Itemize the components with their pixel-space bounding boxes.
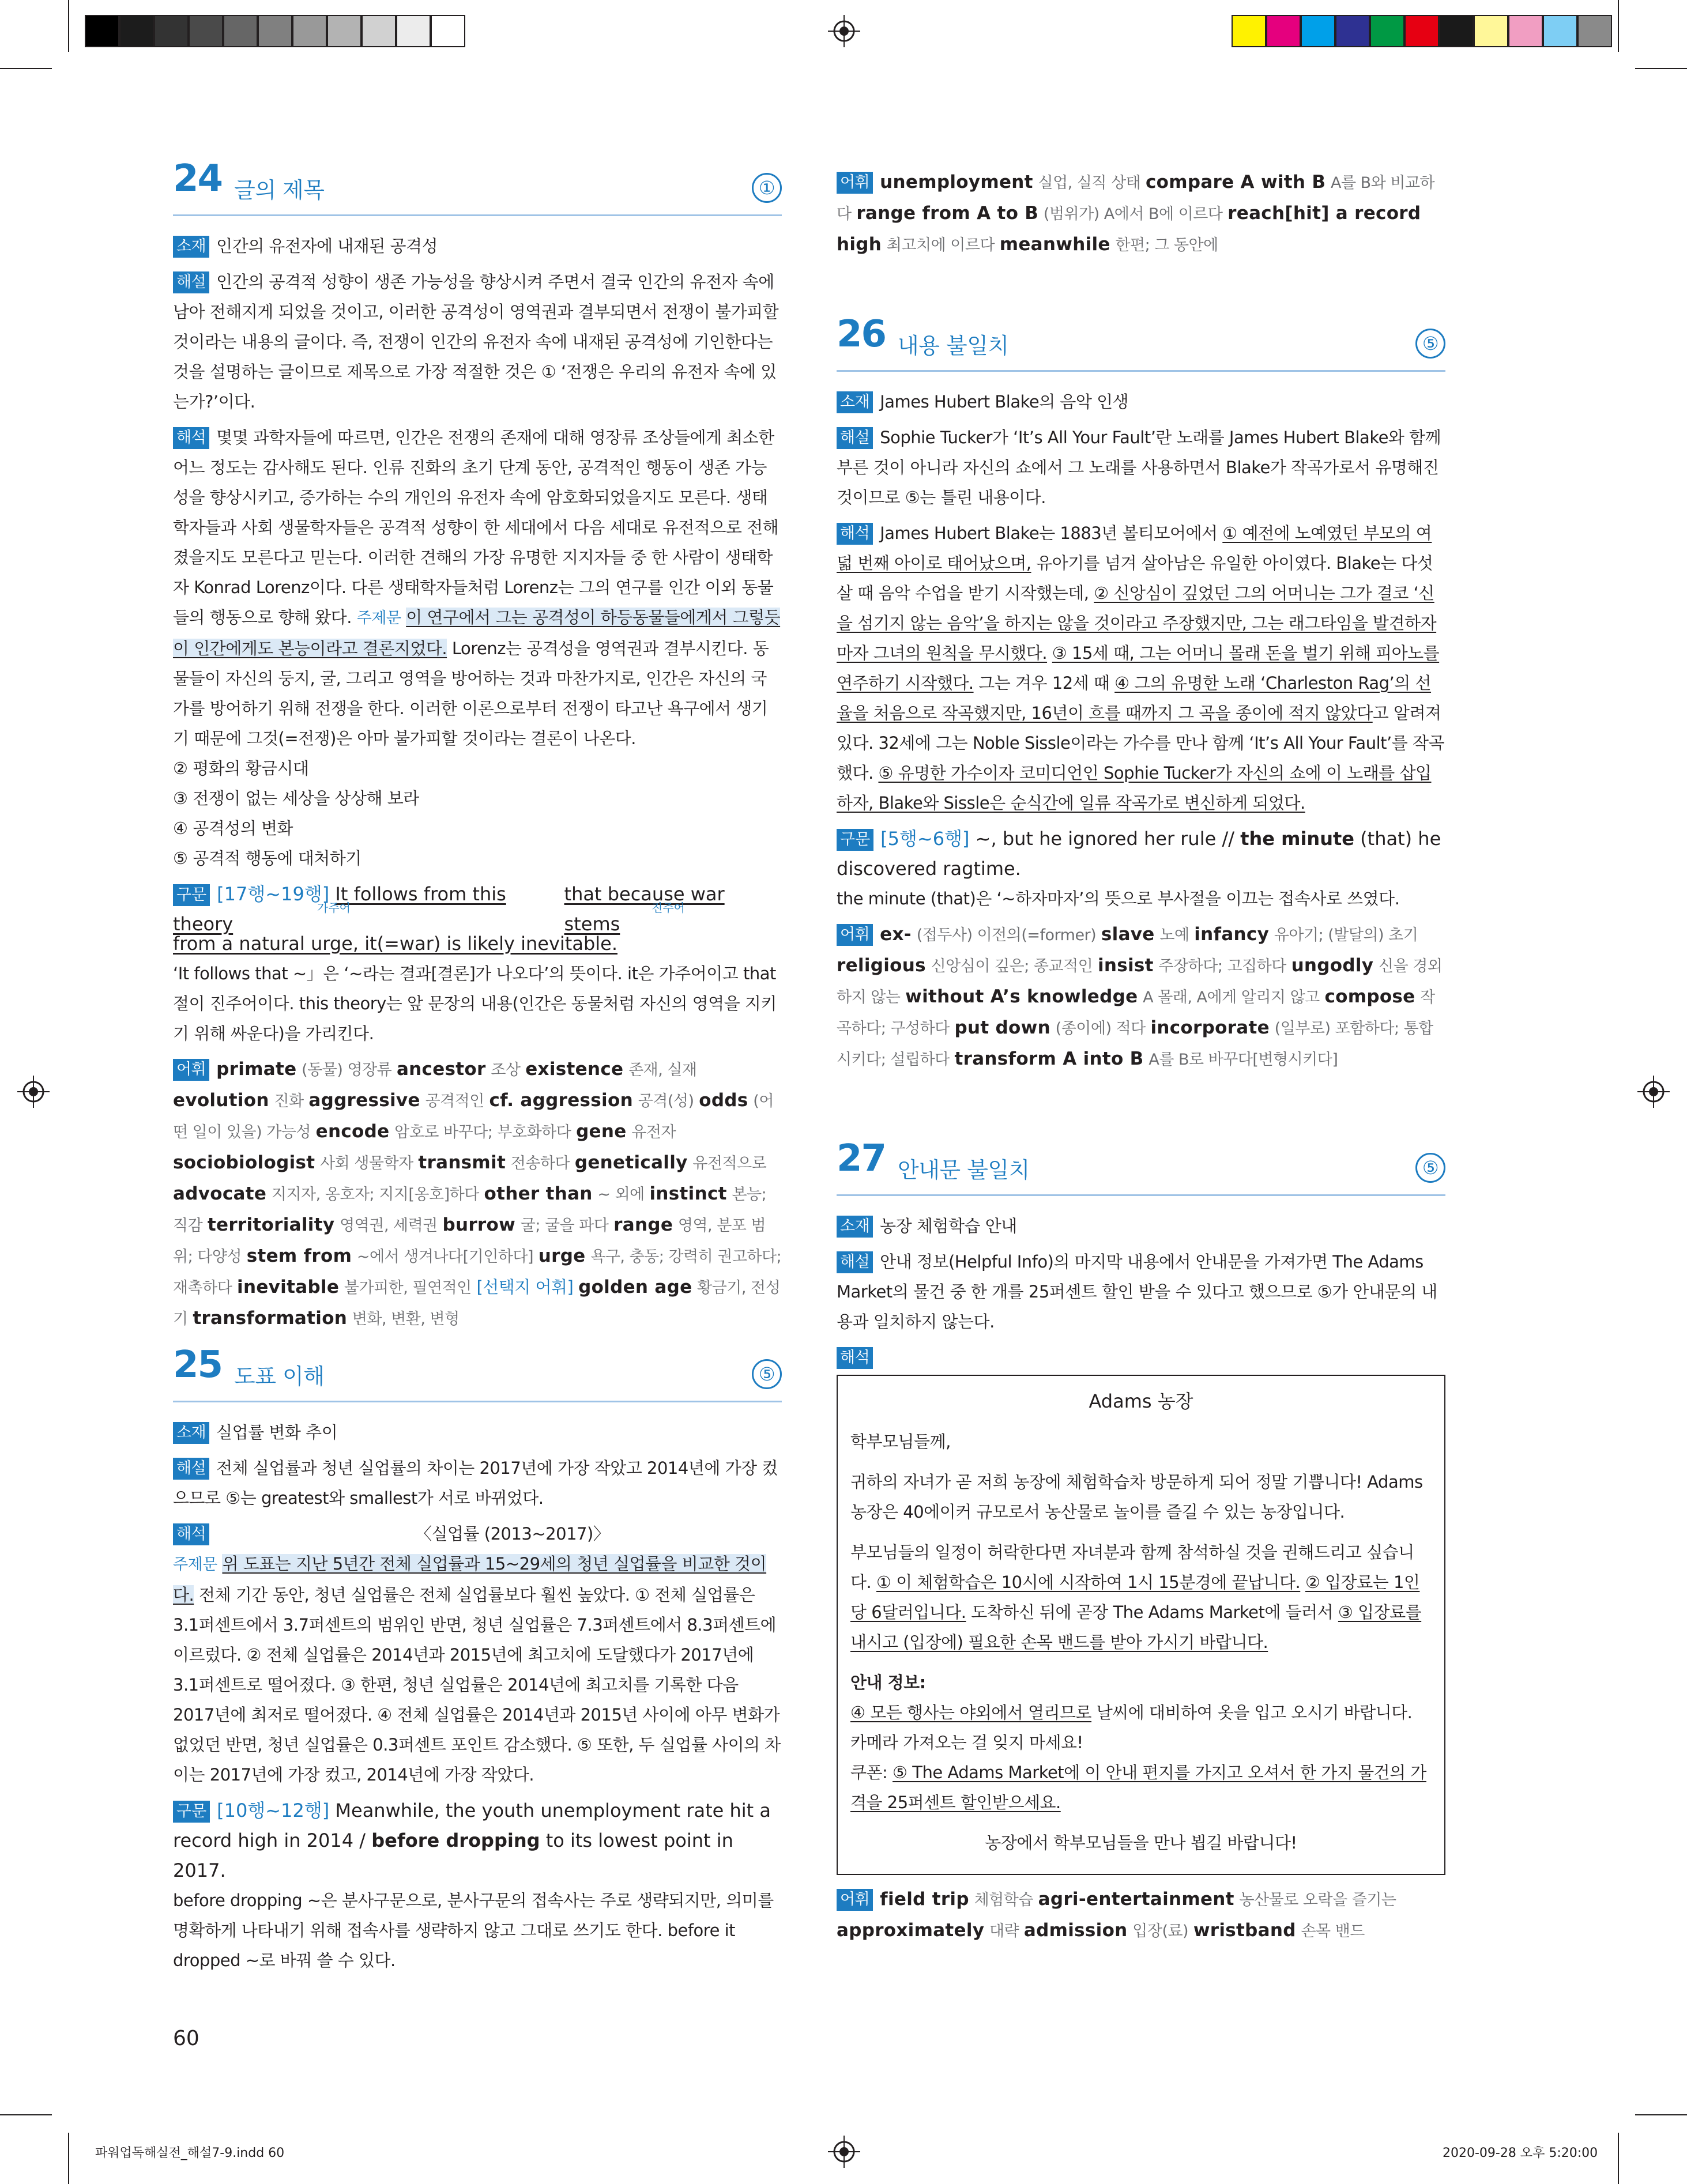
- vocab-gloss: 대략: [989, 1922, 1019, 1940]
- vocab-word: ungodly: [1291, 955, 1374, 976]
- haeseok-text: 몇몇 과학자들에 따르면, 인간은 전쟁의 존재에 대해 영장류 조상들에게 최소한 어느 정도는 감사해도 된다. 인류 진화의 초기 단계 동안, 공격적인 행동이 생존 가능성을 향상시키고, 증가하는 수의 개인의 유전자 속에 암호화되었을지도 모른다. 생태학자들과 사회 생물학자들은 공격적 성향이 한 세대에서 다음 세대로 유전적으로 전해졌을지도 모른다고 믿는다. 이러한 견해의 가장 유명한 지지자들 중 한 사람이 생태학자 Konrad Lorenz이다. 다른 생태학자들처럼 Lorenz는 그의 연구를 인간 이외 동물들의 행동으로 향해 왔다.: [173, 428, 779, 627]
- vocab-word: other than: [484, 1183, 593, 1204]
- vocab-gloss: 유전자: [631, 1123, 676, 1141]
- eohwi-tag: 어휘: [837, 172, 873, 194]
- haeseol-text: 인간의 공격적 성향이 생존 가능성을 향상시켜 주면서 결국 인간의 유전자 속에 남아 전해지게 되었을 것이고, 이러한 공격성이 영역권과 결부되면서 전쟁이 불가피할 것이라는 내용의 글이다. 즉, 전쟁이 인간의 유전자 속에 내재된 공격성에 기인한다는 것을 설명하는 글이므로 제목으로 가장 적절한 것은 ① ‘전쟁은 우리의 유전자 속에 있는가?’이다.: [173, 272, 779, 412]
- vocab-gloss: 노예: [1159, 926, 1189, 944]
- section-24: [173, 157, 782, 1334]
- vocab-gloss: 한편; 그 동안에: [1115, 236, 1218, 254]
- vocab-gloss: (접두사) 이전의(=former): [916, 926, 1097, 944]
- vocab-word: aggressive: [308, 1090, 420, 1111]
- haeseol-text: Sophie Tucker가 ‘It’s All Your Fault’란 노래를 James Hubert Blake와 함께 부른 것이 아니라 자신의 쇼에서 그 노래를 사용하면서 Blake가 작곡가로서 유명해진 것이므로 ⑤는 틀린 내용이다.: [837, 428, 1441, 507]
- vocab-gloss: 영역권, 세력권: [340, 1217, 438, 1235]
- gumun-lines: [10행~12행]: [217, 1800, 330, 1821]
- vocab-gloss: 유전적으로: [692, 1155, 767, 1172]
- vocab-word: religious: [837, 955, 926, 976]
- vocab-word: without A’s knowledge: [905, 986, 1138, 1007]
- haeseol-text: 전체 실업률과 청년 실업률의 차이는 2017년에 가장 작았고 2014년에 가장 컸으므로 ⑤는 greatest와 smallest가 서로 바뀌었다.: [173, 1458, 778, 1508]
- crop-mark: [68, 0, 69, 52]
- vocab-gloss: 공격(성): [638, 1092, 694, 1110]
- vocab-word: transform A into B: [954, 1048, 1144, 1069]
- vocab-word: cf. aggression: [489, 1090, 633, 1111]
- section-title: 안내문 불일치: [898, 1157, 1030, 1183]
- haeseok-text: 그는 겨우 12세 때: [973, 673, 1115, 693]
- vocab-word: approximately: [837, 1920, 985, 1941]
- vocab-list: [173, 1054, 782, 1334]
- vocab-word: compose: [1324, 986, 1415, 1007]
- gumun-tag: 구문: [837, 829, 873, 851]
- gumun-sentence-cont: from a natural urge, it(=war) is likely inevitable.: [173, 933, 618, 955]
- vocab-list: [837, 1884, 1445, 1947]
- choice-item: ④ 공격성의 변화: [173, 818, 293, 838]
- vocab-gloss: 지지자, 옹호자; 지지[옹호]하다: [271, 1186, 479, 1204]
- vocab-word: burrow: [442, 1214, 516, 1235]
- haeseok-text: 유아기를 넘겨 살아남은 유일한 아이였다. Blake는 다섯 살 때 음악 수업을 받기 시작했는데,: [837, 553, 1433, 603]
- section-header: [837, 313, 1445, 372]
- notice-text: 카메라 가져오는 걸 잊지 마세요!: [850, 1733, 1083, 1752]
- color-swatch: [154, 15, 189, 47]
- underlined-choice: ① 이 체험학습은 10시에 시작하여 1시 15분경에 끝납니다.: [876, 1572, 1301, 1592]
- notice-text: [1300, 1572, 1305, 1592]
- vocab-list: [837, 919, 1445, 1075]
- section-number: 27: [837, 1137, 886, 1180]
- vocab-gloss: 농산물로 오락을 즐기는: [1239, 1891, 1396, 1909]
- vocab-gloss: 사회 생물학자: [320, 1155, 413, 1172]
- color-swatch: [1266, 15, 1301, 47]
- vocab-word: field trip: [880, 1889, 969, 1910]
- gumun-explanation: ‘It follows that ~」은 ‘~라는 결과[결론]가 나오다’의 뜻이다. it은 가주어이고 that절이 진주어이다. this theory는 앞 문장의 내용(인간은 동물처럼 자신의 영역을 지키기 위해 싸운다)을 가리킨다.: [173, 964, 777, 1043]
- vocab-word: range: [613, 1214, 673, 1235]
- underlined-choice: ⑤ 유명한 가수이자 코미디언인 Sophie Tucker가 자신의 쇼에 이 노래를 삽입하자, Blake와 Sissle은 순식간에 일류 작곡가로 변신하게 되었다.: [837, 763, 1432, 813]
- haeseok-text: [1047, 643, 1052, 663]
- vocab-gloss: 전송하다: [510, 1155, 570, 1172]
- section-title: 글의 제목: [234, 178, 325, 203]
- color-swatch: [1543, 15, 1577, 47]
- notice-greeting: 학부모님들께,: [850, 1432, 951, 1451]
- vocab-gloss: 황금기, 전성기: [173, 1279, 781, 1328]
- vocab-gloss: 본능; 직감: [173, 1186, 767, 1235]
- section-27: [837, 1137, 1445, 1947]
- haeseol-tag: 해설: [837, 427, 873, 449]
- color-swatch: [223, 15, 258, 47]
- color-swatch: [327, 15, 362, 47]
- vocab-gloss: 암호로 바꾸다; 부호화하다: [394, 1123, 571, 1141]
- dummy-subject-label: 가주어: [317, 901, 351, 915]
- sojae-text: 인간의 유전자에 내재된 공격성: [216, 236, 438, 256]
- color-swatch: [396, 15, 431, 47]
- topic-sentence: 위 도표는 지난 5년간 전체 실업률과 15~29세의 청년 실업률을 비교한 것이다.: [173, 1554, 767, 1605]
- vocab-word: advocate: [173, 1183, 267, 1204]
- crop-mark: [0, 68, 52, 69]
- vocab-word: evolution: [173, 1090, 269, 1111]
- section-25: [173, 1344, 782, 1975]
- sojae-text: 농장 체험학습 안내: [880, 1216, 1017, 1236]
- footer-file-info: 파워업독해실전_해설7-9.indd 60: [95, 2146, 285, 2160]
- vocab-word: inevitable: [237, 1277, 340, 1297]
- vocab-word: genetically: [574, 1152, 688, 1173]
- color-swatch-bar: [1232, 15, 1612, 47]
- choice-item: ⑤ 공격적 행동에 대처하기: [173, 848, 362, 868]
- crop-mark: [1635, 2114, 1687, 2115]
- color-swatch: [431, 15, 465, 47]
- answer-badge: ⑤: [752, 1359, 782, 1389]
- vocab-word: stem from: [246, 1246, 352, 1266]
- color-swatch: [1508, 15, 1543, 47]
- crop-mark: [0, 2114, 52, 2115]
- vocab-gloss: 영역, 분포 범위; 다양성: [173, 1217, 766, 1266]
- answer-badge: ⑤: [1415, 1153, 1445, 1183]
- gumun-tag: 구문: [173, 1801, 210, 1823]
- vocab-word: golden age: [578, 1277, 692, 1297]
- section-number: 25: [173, 1344, 223, 1386]
- vocab-word: ex-: [880, 924, 912, 945]
- color-swatch: [1370, 15, 1404, 47]
- haeseok-text-2: Lorenz는 공격성을 영역권과 결부시킨다. 동물들이 자신의 둥지, 굴, 그리고 영역을 방어하는 것과 마찬가지로, 인간은 자신의 국가를 방어하기 위해 전쟁을 한다. 이러한 이론으로부터 전쟁이 타고난 욕구에서 생기기 때문에 그것(=전쟁)은 아마 불가피할 것이라는 결론이 나온다.: [173, 639, 769, 748]
- vocab-gloss: 체험학습: [974, 1891, 1033, 1909]
- vocab-gloss: 굴; 굴을 파다: [520, 1217, 609, 1235]
- vocab-gloss: A를 B와 비교하다: [837, 174, 1435, 223]
- notice-title: Adams 농장: [1089, 1390, 1193, 1412]
- vocab-gloss: ~ 외에: [597, 1186, 645, 1204]
- color-swatch: [1335, 15, 1370, 47]
- gumun-sentence-end: to its lowest point in 2017.: [173, 1830, 733, 1881]
- vocab-gloss: 신을 경외하지 않는: [837, 957, 1443, 1006]
- color-swatch: [362, 15, 396, 47]
- notice-box: [837, 1375, 1445, 1875]
- notice-paragraph: 귀하의 자녀가 곧 저희 농장에 체험학습차 방문하게 되어 정말 기쁩니다! Adams 농장은 40에이커 규모로서 농산물로 놀이를 즐길 수 있는 농장입니다.: [850, 1472, 1423, 1522]
- haeseol-tag: 해설: [837, 1251, 873, 1273]
- gumun-explanation: before dropping ~은 분사구문으로, 분사구문의 접속사는 주로 생략되지만, 의미를 명확하게 나타내기 위해 접속사를 생략하지 않고 그대로 쓰기도 한다. before it dropped ~로 바꿔 쓸 수 있다.: [173, 1891, 774, 1970]
- notice-text: 쿠폰:: [850, 1763, 893, 1782]
- topic-label: 주제문: [173, 1556, 217, 1574]
- haeseol-text: 안내 정보(Helpful Info)의 마지막 내용에서 안내문을 가져가면 The Adams Market의 물건 중 한 개를 25퍼센트 할인 받을 수 있다고 했으므로 ⑤가 안내문의 내용과 일치하지 않는다.: [837, 1252, 1437, 1331]
- vocab-gloss: 공격적인: [425, 1092, 484, 1110]
- vocab-word: incorporate: [1150, 1017, 1270, 1038]
- underlined-choice: ③ 입장료를 내시고 (입장에) 필요한 손목 밴드를 받아 가시기 바랍니다.: [850, 1602, 1422, 1652]
- haeseok-tag: 해석: [837, 1347, 873, 1369]
- vocab-gloss: 주장하다; 고집하다: [1158, 957, 1286, 975]
- color-swatch: [292, 15, 327, 47]
- vocab-gloss: 손목 밴드: [1301, 1922, 1365, 1940]
- eohwi-tag: 어휘: [837, 1889, 873, 1911]
- gumun-clause: that because war stems: [564, 883, 725, 935]
- section-26: [837, 313, 1445, 1081]
- section-header: [173, 157, 782, 216]
- underlined-choice: ② 신앙심이 깊었던 그의 어머니는 그가 결코 ‘신을 섬기지 않는 음악’을 하지는 않을 것이라고 주장했지만, 그는 래그타임을 발견하자마자 그녀의 원칙을 무시했다.: [837, 583, 1437, 663]
- right-column: [837, 167, 1445, 1941]
- haeseok-tag: 해석: [173, 427, 209, 449]
- crop-mark: [1635, 68, 1687, 69]
- underlined-choice: ② 입장료는 1인당 6달러입니다.: [850, 1572, 1420, 1622]
- registration-mark-bottom-icon: [828, 2136, 860, 2168]
- page-number: 60: [173, 2027, 199, 2050]
- color-swatch: [258, 15, 292, 47]
- sojae-text: 실업률 변화 추이: [216, 1423, 338, 1442]
- vocab-word: put down: [954, 1017, 1050, 1038]
- topic-sentence: 이 연구에서 그는 공격성이 하등동물들에게서 그렇듯이 인간에게도 본능이라고 결론지었다.: [173, 608, 781, 658]
- gumun-lines: [17행~19행]: [217, 883, 330, 905]
- crop-mark: [68, 2133, 69, 2184]
- gumun-bold: the minute: [1240, 828, 1354, 850]
- topic-label: 주제문: [356, 609, 401, 627]
- vocab-gloss: 변화, 변환, 변형: [352, 1310, 460, 1328]
- underlined-choice: ① 예전에 노예였던 부모의 여덟 번째 아이로 태어났으며,: [837, 523, 1432, 573]
- gray-swatch-bar: [85, 15, 465, 47]
- underlined-choice: ③ 15세 때, 그는 어머니 몰래 돈을 벌기 위해 피아노를 연주하기 시작했다.: [837, 643, 1440, 693]
- color-swatch: [1439, 15, 1474, 47]
- vocab-gloss: (일부로) 포함하다; 통합시키다; 설립하다: [837, 1020, 1433, 1069]
- sojae-tag: 소재: [837, 1216, 873, 1238]
- vocab-word: transformation: [193, 1308, 348, 1329]
- haeseok-tag: 해석: [173, 1523, 209, 1545]
- vocab-word: reach[hit] a record high: [837, 203, 1421, 255]
- vocab-gloss: (어떤 일이 있을) 가능성: [173, 1092, 774, 1141]
- section-header: [173, 1344, 782, 1402]
- vocab-gloss: 욕구, 충동; 강력히 권고하다; 재촉하다: [173, 1248, 782, 1297]
- vocab-gloss: 신앙심이 깊은; 종교적인: [931, 957, 1093, 975]
- vocab-gloss: 진화: [274, 1092, 304, 1110]
- vocab-word: instinct: [649, 1183, 727, 1204]
- underlined-choice: ⑤ The Adams Market에 이 안내 편지를 가지고 오셔서 한 가지 물건의 가격을 25퍼센트 할인받으세요.: [850, 1763, 1426, 1812]
- vocab-gloss: (종이에) 적다: [1055, 1020, 1146, 1038]
- vocab-gloss: 입장(료): [1132, 1922, 1189, 1940]
- haeseok-text: James Hubert Blake는 1883년 볼티모어에서: [880, 523, 1223, 543]
- vocab-list-25: [837, 167, 1445, 261]
- gumun-sentence-end: (that) he discovered ragtime.: [837, 828, 1441, 880]
- vocab-gloss: 작곡하다; 구성하다: [837, 989, 1435, 1038]
- sojae-tag: 소재: [173, 1422, 209, 1444]
- gumun-bold: before dropping: [371, 1830, 540, 1851]
- vocab-gloss: (범위가) A에서 B에 이르다: [1043, 205, 1223, 223]
- underlined-choice: ④ 그의 유명한 노래 ‘Charleston Rag’의 선율을 처음으로 작곡했지만, 16년이 흐를 때까지 그 곡을 종이에 적지 않았다: [837, 673, 1432, 723]
- choice-item: ② 평화의 황금시대: [173, 759, 309, 778]
- haeseok-text: 전체 기간 동안, 청년 실업률은 전체 실업률보다 훨씬 높았다. ① 전체 실업률은 3.1퍼센트에서 3.7퍼센트의 범위인 반면, 청년 실업률은 7.3퍼센트에서 8.3퍼센트에 이르렀다. ② 전체 실업률은 2014년과 2015년에 최고치에 도달했다가 2017년에 3.1퍼센트로 떨어졌다. ③ 한편, 청년 실업률은 2014년에 최고치를 기록한 다음 2017년에 최저로 떨어졌다. ④ 전체 실업률은 2014년과 2015년 사이에 아무 변화가 없었던 반면, 청년 실업률은 0.3퍼센트 포인트 감소했다. ⑤ 또한, 두 실업률 사이의 차이는 2017년에 가장 컸고, 2014년에 가장 작았다.: [173, 1585, 781, 1785]
- sojae-tag: 소재: [837, 391, 873, 413]
- vocab-choice-label: [선택지 어휘]: [476, 1277, 574, 1297]
- registration-mark-left-icon: [17, 1076, 50, 1108]
- section-number: 24: [173, 157, 223, 200]
- footer-timestamp: 2020-09-28 오후 5:20:00: [1443, 2146, 1598, 2160]
- vocab-word: agri-entertainment: [1038, 1889, 1234, 1910]
- haeseok-tag: 해석: [837, 523, 873, 545]
- vocab-word: range from A to B: [856, 203, 1039, 224]
- vocab-gloss: 존재, 실재: [628, 1061, 697, 1079]
- vocab-gloss: 최고치에 이르다: [886, 236, 995, 254]
- answer-badge: ①: [752, 173, 782, 203]
- answer-badge: ⑤: [1415, 329, 1445, 359]
- sojae-tag: 소재: [173, 236, 209, 258]
- color-swatch: [189, 15, 223, 47]
- vocab-word: existence: [525, 1059, 624, 1080]
- notice-closing: 농장에서 학부모님들을 만나 뵙길 바랍니다!: [985, 1833, 1297, 1853]
- vocab-word: primate: [216, 1059, 297, 1080]
- color-swatch: [1474, 15, 1508, 47]
- color-swatch: [1577, 15, 1612, 47]
- notice-text: 날씨에 대비하여 옷을 입고 오시기 바랍니다.: [1091, 1703, 1413, 1722]
- color-swatch: [1301, 15, 1335, 47]
- gumun-sentence: Meanwhile, the youth unemployment rate hit a record high in 2014 /: [173, 1800, 771, 1851]
- vocab-gloss: 실업, 실직 상태: [1038, 174, 1141, 192]
- choice-item: ③ 전쟁이 없는 세상을 상상해 보라: [173, 789, 419, 808]
- underlined-choice: ④ 모든 행사는 야외에서 열리므로: [850, 1703, 1092, 1722]
- vocab-word: compare A with B: [1145, 172, 1326, 193]
- vocab-word: ancestor: [396, 1059, 486, 1080]
- crop-mark: [1618, 2133, 1619, 2184]
- vocab-word: gene: [576, 1121, 627, 1142]
- vocab-word: infancy: [1194, 924, 1270, 945]
- section-title: 도표 이해: [234, 1364, 325, 1389]
- color-swatch: [119, 15, 154, 47]
- vocab-gloss: A 몰래, A에게 알리지 않고: [1143, 989, 1320, 1006]
- color-swatch: [1404, 15, 1439, 47]
- haeseol-tag: 해설: [173, 271, 209, 293]
- vocab-gloss: 불가피한, 필연적인: [344, 1279, 472, 1297]
- haeseol-tag: 해설: [173, 1458, 209, 1480]
- vocab-word: wristband: [1193, 1920, 1296, 1941]
- registration-mark-top-icon: [828, 15, 860, 47]
- vocab-gloss: A를 B로 바꾸다[변형시키다]: [1148, 1051, 1338, 1069]
- vocab-word: territoriality: [207, 1214, 335, 1235]
- gumun-explanation: the minute (that)은 ‘~하자마자’의 뜻으로 부사절을 이끄는 접속사로 쓰였다.: [837, 889, 1400, 908]
- left-column: [173, 157, 782, 1970]
- vocab-gloss: (동물) 영장류: [302, 1061, 392, 1079]
- vocab-gloss: 조상: [491, 1061, 521, 1079]
- gumun-sentence: ~, but he ignored her rule //: [975, 828, 1235, 850]
- notice-text: 부모님들의 일정이 허락한다면 자녀분과 함께 참석하실 것을 권해드리고 싶습니다.: [850, 1542, 1414, 1592]
- info-heading: 안내 정보:: [850, 1673, 926, 1692]
- gumun-lines: [5행~6행]: [880, 828, 970, 850]
- vocab-word: admission: [1023, 1920, 1128, 1941]
- gumun-subject: It follows from this theory: [173, 883, 506, 935]
- notice-text: 도착하신 뒤에 곧장 The Adams Market에 들러서: [966, 1602, 1338, 1622]
- section-title: 내용 불일치: [898, 333, 1009, 359]
- vocab-gloss: ~에서 생겨나다[기인하다]: [356, 1248, 534, 1266]
- section-header: [837, 1137, 1445, 1196]
- vocab-word: urge: [538, 1246, 586, 1266]
- registration-mark-right-icon: [1637, 1076, 1670, 1108]
- vocab-word: meanwhile: [999, 234, 1110, 255]
- section-number: 26: [837, 313, 886, 356]
- vocab-word: transmit: [418, 1152, 506, 1173]
- gumun-tag: 구문: [173, 884, 210, 906]
- vocab-gloss: 유아기; (발달의) 초기: [1274, 926, 1418, 944]
- eohwi-tag: 어휘: [173, 1059, 209, 1081]
- chart-title: 〈실업률 (2013~2017)〉: [415, 1524, 610, 1544]
- haeseok-text: 고 알려져 있다. 32세에 그는 Noble Sissle이라는 가수를 만나 함께 ‘It’s All Your Fault’를 작곡했다.: [837, 703, 1444, 783]
- vocab-word: encode: [315, 1121, 390, 1142]
- gumun-block: [173, 879, 782, 959]
- vocab-word: sociobiologist: [173, 1152, 315, 1173]
- vocab-word: slave: [1101, 924, 1155, 945]
- real-subject-label: 진주어: [652, 901, 685, 915]
- vocab-word: unemployment: [880, 172, 1033, 193]
- vocab-word: insist: [1097, 955, 1154, 976]
- sojae-text: James Hubert Blake의 음악 인생: [880, 392, 1129, 412]
- crop-mark: [1618, 0, 1619, 52]
- eohwi-tag: 어휘: [837, 924, 873, 946]
- vocab-word: odds: [699, 1090, 748, 1111]
- color-swatch: [1232, 15, 1266, 47]
- color-swatch: [85, 15, 119, 47]
